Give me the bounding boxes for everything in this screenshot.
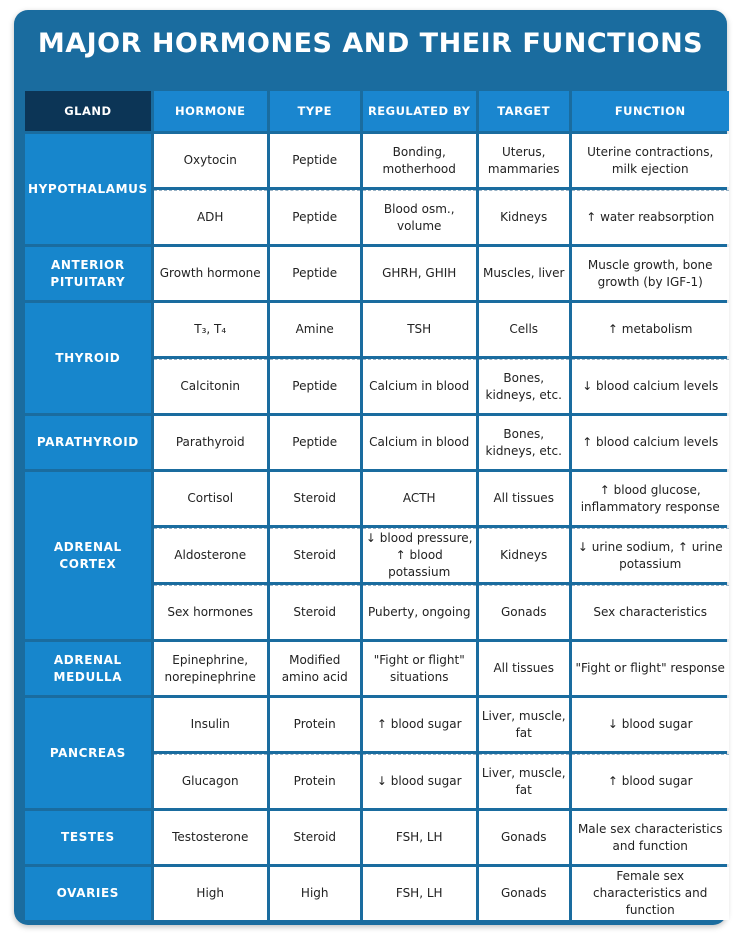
gland-cell: ADRENAL MEDULLA	[25, 642, 151, 695]
hormone-cell: Insulin	[154, 698, 267, 751]
type-cell: Peptide	[270, 416, 360, 469]
header-gland: GLAND	[25, 91, 151, 131]
target-cell: Liver, muscle, fat	[479, 698, 569, 751]
target-cell: Kidneys	[479, 190, 569, 244]
target-cell: All tissues	[479, 642, 569, 695]
target-cell: Uterus, mammaries	[479, 134, 569, 187]
hormone-cell: Testosterone	[154, 811, 267, 864]
target-cell: Gonads	[479, 867, 569, 920]
type-cell: Steroid	[270, 811, 360, 864]
gland-cell: THYROID	[25, 303, 151, 413]
regulated-by-cell: Calcium in blood	[363, 359, 476, 413]
function-cell: Sex characteristics	[572, 585, 729, 639]
gland-cell: ADRENAL CORTEX	[25, 472, 151, 639]
function-cell: "Fight or flight" response	[572, 642, 729, 695]
target-cell: Muscles, liver	[479, 247, 569, 300]
type-cell: Peptide	[270, 359, 360, 413]
header-function: FUNCTION	[572, 91, 729, 131]
hormone-cell: High	[154, 867, 267, 920]
gland-cell: HYPOTHALAMUS	[25, 134, 151, 244]
table-row	[25, 698, 729, 751]
target-cell: Liver, muscle, fat	[479, 754, 569, 808]
regulated-by-cell: Bonding, motherhood	[363, 134, 476, 187]
regulated-by-cell: ↓ blood pressure, ↑ blood potassium	[363, 528, 476, 582]
gland-cell: PARATHYROID	[25, 416, 151, 469]
gland-cell: TESTES	[25, 811, 151, 864]
type-cell: Steroid	[270, 528, 360, 582]
target-cell: All tissues	[479, 472, 569, 525]
regulated-by-cell: Blood osm., volume	[363, 190, 476, 244]
table-row	[25, 811, 729, 864]
regulated-by-cell: Calcium in blood	[363, 416, 476, 469]
type-cell: Peptide	[270, 134, 360, 187]
regulated-by-cell: ACTH	[363, 472, 476, 525]
table-body	[25, 134, 729, 920]
table-row	[25, 303, 729, 356]
hormone-cell: Sex hormones	[154, 585, 267, 639]
type-cell: Protein	[270, 754, 360, 808]
hormone-cell: Oxytocin	[154, 134, 267, 187]
function-cell: ↓ urine sodium, ↑ urine potassium	[572, 528, 729, 582]
header-target: TARGET	[479, 91, 569, 131]
header-hormone: HORMONE	[154, 91, 267, 131]
function-cell: ↑ blood glucose, inflammatory response	[572, 472, 729, 525]
hormone-cell: Calcitonin	[154, 359, 267, 413]
table-row	[25, 472, 729, 525]
type-cell: Protein	[270, 698, 360, 751]
regulated-by-cell: "Fight or flight" situations	[363, 642, 476, 695]
type-cell: Modified amino acid	[270, 642, 360, 695]
header-row	[25, 91, 729, 131]
regulated-by-cell: ↑ blood sugar	[363, 698, 476, 751]
table-row	[25, 642, 729, 695]
function-cell: ↑ blood calcium levels	[572, 416, 729, 469]
gland-cell: PANCREAS	[25, 698, 151, 808]
regulated-by-cell: GHRH, GHIH	[363, 247, 476, 300]
regulated-by-cell: FSH, LH	[363, 867, 476, 920]
table-row	[25, 247, 729, 300]
hormone-cell: Aldosterone	[154, 528, 267, 582]
hormone-cell: Epinephrine, norepinephrine	[154, 642, 267, 695]
header-type: TYPE	[270, 91, 360, 131]
table-row	[25, 134, 729, 187]
type-cell: Steroid	[270, 585, 360, 639]
target-cell: Bones, kidneys, etc.	[479, 359, 569, 413]
header-regulated-by: REGULATED BY	[363, 91, 476, 131]
gland-cell: OVARIES	[25, 867, 151, 920]
function-cell: ↑ metabolism	[572, 303, 729, 356]
type-cell: Peptide	[270, 247, 360, 300]
hormone-cell: Cortisol	[154, 472, 267, 525]
type-cell: Peptide	[270, 190, 360, 244]
hormone-table	[22, 88, 732, 923]
target-cell: Kidneys	[479, 528, 569, 582]
target-cell: Gonads	[479, 585, 569, 639]
hormone-cell: Parathyroid	[154, 416, 267, 469]
target-cell: Cells	[479, 303, 569, 356]
function-cell: Muscle growth, bone growth (by IGF-1)	[572, 247, 729, 300]
function-cell: ↓ blood sugar	[572, 698, 729, 751]
table-row	[25, 416, 729, 469]
type-cell: Steroid	[270, 472, 360, 525]
table-row	[25, 867, 729, 920]
function-cell: Male sex characteristics and function	[572, 811, 729, 864]
function-cell: Uterine contractions, milk ejection	[572, 134, 729, 187]
gland-cell: ANTERIOR PITUITARY	[25, 247, 151, 300]
target-cell: Gonads	[479, 811, 569, 864]
target-cell: Bones, kidneys, etc.	[479, 416, 569, 469]
type-cell: High	[270, 867, 360, 920]
regulated-by-cell: FSH, LH	[363, 811, 476, 864]
regulated-by-cell: TSH	[363, 303, 476, 356]
function-cell: Female sex characteristics and function	[572, 867, 729, 920]
page-title: MAJOR HORMONES AND THEIR FUNCTIONS	[37, 28, 704, 59]
hormone-cell: Glucagon	[154, 754, 267, 808]
function-cell: ↓ blood calcium levels	[572, 359, 729, 413]
hormone-cell: T₃, T₄	[154, 303, 267, 356]
hormone-cell: ADH	[154, 190, 267, 244]
regulated-by-cell: Puberty, ongoing	[363, 585, 476, 639]
function-cell: ↑ blood sugar	[572, 754, 729, 808]
regulated-by-cell: ↓ blood sugar	[363, 754, 476, 808]
type-cell: Amine	[270, 303, 360, 356]
hormone-cell: Growth hormone	[154, 247, 267, 300]
function-cell: ↑ water reabsorption	[572, 190, 729, 244]
